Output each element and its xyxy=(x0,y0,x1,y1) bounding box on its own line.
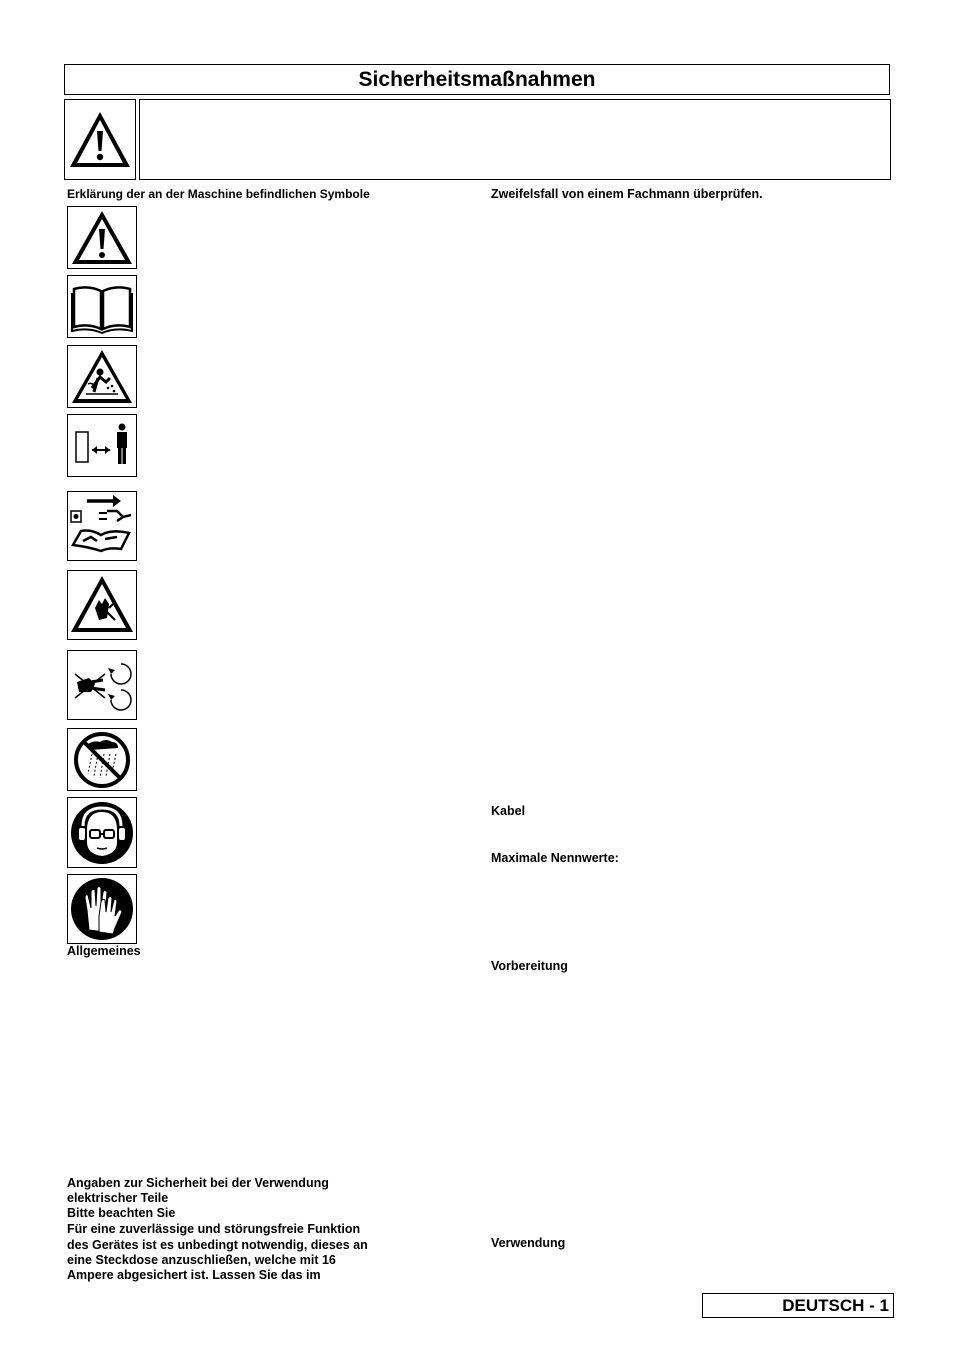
max-ratings-heading: Maximale Nennwerte: xyxy=(491,851,619,865)
usage-heading: Verwendung xyxy=(491,1236,566,1250)
read-manual-icon xyxy=(70,279,134,335)
symbol-rotating-blades xyxy=(67,650,137,720)
body-line-2: des Gerätes ist es unbedingt notwendig, dieses an xyxy=(67,1238,368,1252)
wear-eye-ear-protection-icon xyxy=(69,800,135,866)
symbol-no-rain xyxy=(67,728,137,791)
electrical-heading-line-2: elektrischer Teile xyxy=(67,1191,169,1205)
page-title: Sicherheitsmaßnahmen xyxy=(64,64,890,95)
symbol-eye-ear-protection xyxy=(67,797,137,868)
no-rain-icon xyxy=(72,730,132,790)
symbol-unplug xyxy=(67,491,137,561)
symbol-thrown-objects xyxy=(67,345,137,408)
body-line-3: eine Steckdose anzuschließen, welche mit 16 xyxy=(67,1253,336,1267)
electrical-heading-line-1: Angaben zur Sicherheit bei der Verwendung xyxy=(67,1176,329,1190)
body-line-4: Ampere abgesichert ist. Lassen Sie das im xyxy=(67,1268,321,1282)
header-warning-text-box xyxy=(139,99,891,180)
wear-gloves-icon xyxy=(69,876,135,942)
symbol-read-manual xyxy=(67,275,137,338)
symbols-heading: Erklärung der an der Maschine befindlichen Symbole xyxy=(67,187,370,201)
symbol-warning xyxy=(67,206,137,269)
please-note: Bitte beachten Sie xyxy=(67,1206,176,1220)
continuation-text: Zweifelsfall von einem Fachmann überprüfen. xyxy=(491,187,763,201)
unplug-before-maintenance-icon xyxy=(69,493,135,559)
warning-triangle-icon xyxy=(67,109,133,171)
rotating-blades-hand-warning-icon xyxy=(69,574,135,636)
general-heading: Allgemeines xyxy=(67,944,141,958)
symbol-keep-distance xyxy=(67,414,137,477)
preparation-heading: Vorbereitung xyxy=(491,959,568,973)
symbol-blade-hand xyxy=(67,570,137,640)
cable-heading: Kabel xyxy=(491,804,526,818)
symbol-gloves xyxy=(67,874,137,944)
thrown-objects-warning-icon xyxy=(70,348,134,406)
page-number: DEUTSCH - 1 xyxy=(702,1293,894,1318)
header-warning-box xyxy=(64,99,136,180)
body-line-1: Für eine zuverlässige und störungsfreie Funktion xyxy=(67,1222,361,1236)
keep-distance-icon xyxy=(70,418,134,474)
warning-triangle-icon xyxy=(70,209,134,267)
blades-continue-rotating-icon xyxy=(69,652,135,718)
